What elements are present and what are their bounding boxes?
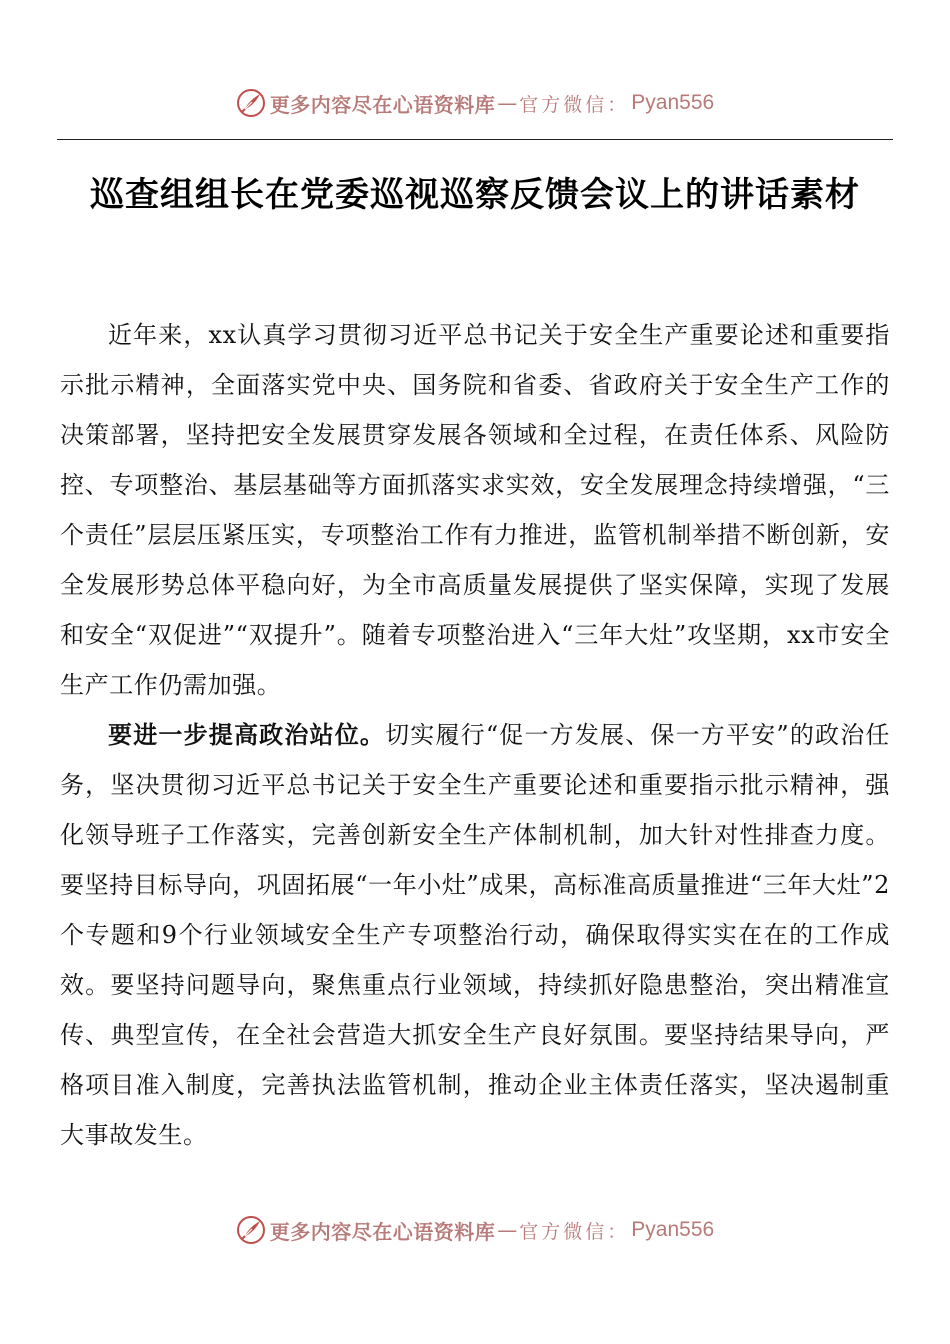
document-title: 巡查组组长在党委巡视巡察反馈会议上的讲话素材 (90, 175, 860, 215)
banner-separator: — (497, 91, 518, 115)
banner-separator: — (497, 1218, 518, 1242)
header-banner (0, 83, 950, 123)
paragraph-2 (60, 710, 890, 1160)
feather-pen-logo-icon (236, 88, 266, 118)
banner-main-text: 更多内容尽在心语资料库 (269, 92, 496, 117)
paragraph-1: 近年来，xx认真学习贯彻习近平总书记关于安全生产重要论述和重要指示批示精神，全面落实党中央、国务院和省委、省政府关于安全生产工作的决策部署，坚持把安全发展贯穿发展各领域和全过程，在责任体系、风险防控、专项整治、基层基础等方面抓落实求实效，安全发展理念持续增强，“三个责任”层层压紧压实，专项整治工作有力推进，监管机制举措不断创新，安全发展形势总体平稳向好，为全市高质量发展提供了坚实保障，实现了发展和安全“双促进”“双提升”。随着专项整治进入“三年大灶”攻坚期，xx市安全生产工作仍需加强。 (60, 321, 890, 699)
banner-label: 官方微信： (519, 1220, 630, 1243)
document-body (60, 310, 890, 1160)
banner-wechat-id: Pyan556 (631, 1218, 715, 1241)
feather-pen-logo-icon (236, 1215, 266, 1245)
paragraph-2-lead: 要进一步提高政治站位。 (108, 720, 386, 749)
banner-label: 官方微信： (519, 93, 630, 116)
footer-banner (0, 1210, 950, 1250)
paragraph-2-text: 切实履行“促一方发展、保一方平安”的政治任务，坚决贯彻习近平总书记关于安全生产重要论述和重要指示批示精神，强化领导班子工作落实，完善创新安全生产体制机制，加大针对性排查力度。要坚持目标导向，巩固拓展“一年小灶”成果，高标准高质量推进“三年大灶”2个专题和9个行业领域安全生产专项整治行动，确保取得实实在在的工作成效。要坚持问题导向，聚焦重点行业领域，持续抓好隐患整治，突出精准宣传、典型宣传，在全社会营造大抓安全生产良好氛围。要坚持结果导向，严格项目准入制度，完善执法监管机制，推动企业主体责任落实，坚决遏制重大事故发生。 (60, 721, 890, 1149)
header-divider (57, 139, 893, 140)
banner-main-text: 更多内容尽在心语资料库 (269, 1219, 496, 1244)
banner-wechat-id: Pyan556 (631, 91, 715, 114)
